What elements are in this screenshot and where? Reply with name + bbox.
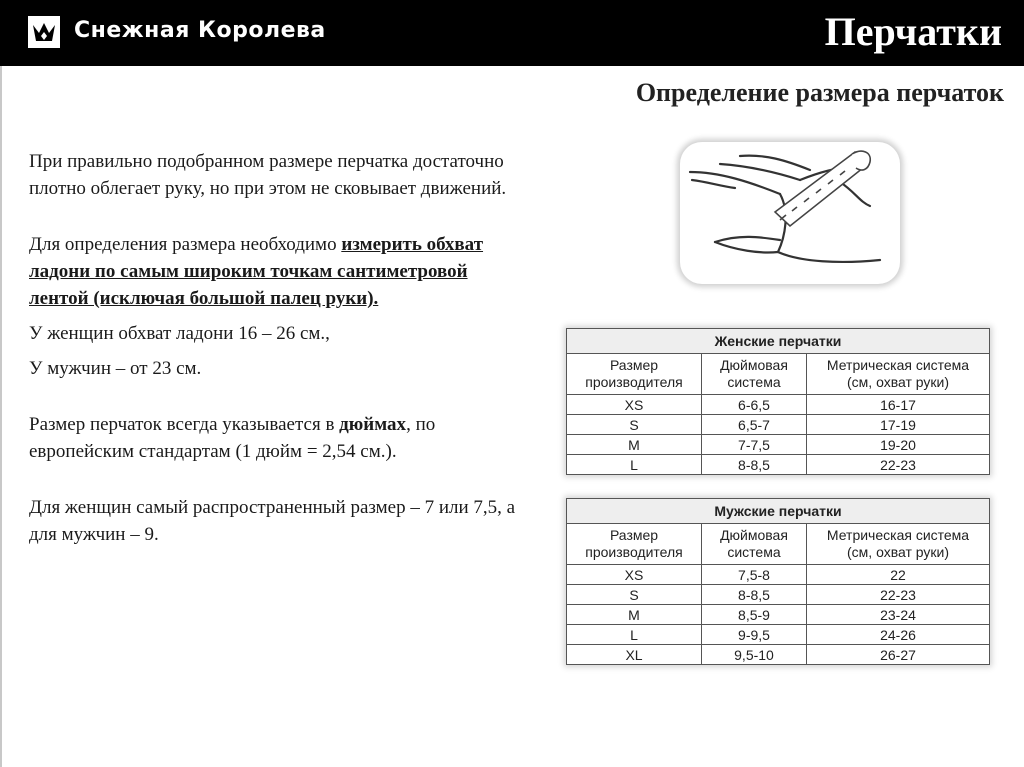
header-inch-line1: Дюймовая bbox=[720, 357, 788, 373]
metric-cell: 22-23 bbox=[807, 585, 990, 605]
size-cell: M bbox=[567, 605, 702, 625]
metric-cell: 19-20 bbox=[807, 435, 990, 455]
paragraph-inches bbox=[29, 411, 529, 465]
inches-intro: Размер перчаток всегда указывается в bbox=[29, 414, 340, 435]
size-cell: XL bbox=[567, 645, 702, 665]
instructions-text bbox=[29, 148, 529, 548]
header-metric-line1: Метрическая система bbox=[826, 357, 970, 373]
inch-cell: 6,5-7 bbox=[702, 415, 807, 435]
women-size-table bbox=[566, 328, 990, 475]
crown-logo-icon bbox=[28, 16, 60, 48]
metric-cell: 22 bbox=[807, 565, 990, 585]
header-metric-system bbox=[807, 354, 990, 395]
inch-cell: 7,5-8 bbox=[702, 565, 807, 585]
paragraph-fit: При правильно подобранном размере перчатка достаточно плотно облегает руку, но при этом не сковывает движений. bbox=[29, 151, 507, 199]
inches-bold: дюймах bbox=[339, 414, 407, 435]
header-manufacturer-size bbox=[567, 524, 702, 565]
size-cell: S bbox=[567, 415, 702, 435]
header-bar bbox=[0, 0, 1024, 66]
header-manufacturer-line2: производителя bbox=[585, 544, 683, 560]
men-table-caption: Мужские перчатки bbox=[567, 499, 990, 524]
size-cell: XS bbox=[567, 395, 702, 415]
inches-end: , по европейским стандартам (1 дюйм = 2,54 см.). bbox=[29, 414, 436, 462]
table-row bbox=[567, 415, 990, 435]
header-inch-line1: Дюймовая bbox=[720, 527, 788, 543]
women-table-caption: Женские перчатки bbox=[567, 329, 990, 354]
metric-cell: 17-19 bbox=[807, 415, 990, 435]
inch-cell: 9-9,5 bbox=[702, 625, 807, 645]
hand-measuring-tape-icon bbox=[680, 142, 900, 284]
header-metric-line2: (см, охват руки) bbox=[847, 544, 949, 560]
header-manufacturer-line1: Размер bbox=[609, 527, 659, 543]
header-metric-line1: Метрическая система bbox=[826, 527, 970, 543]
inch-cell: 7-7,5 bbox=[702, 435, 807, 455]
table-row bbox=[567, 455, 990, 475]
size-cell: S bbox=[567, 585, 702, 605]
inch-cell: 9,5-10 bbox=[702, 645, 807, 665]
men-size-table bbox=[566, 498, 990, 665]
size-cell: L bbox=[567, 625, 702, 645]
metric-cell: 24-26 bbox=[807, 625, 990, 645]
header-inch-line2: система bbox=[727, 374, 781, 390]
header-inch-system bbox=[702, 524, 807, 565]
table-row bbox=[567, 435, 990, 455]
inch-cell: 8-8,5 bbox=[702, 455, 807, 475]
metric-cell: 23-24 bbox=[807, 605, 990, 625]
header-inch-system bbox=[702, 354, 807, 395]
page-title: Перчатки bbox=[824, 9, 1002, 54]
paragraph-women-girth: У женщин обхват ладони 16 – 26 см., bbox=[29, 323, 330, 344]
table-row bbox=[567, 605, 990, 625]
left-divider bbox=[0, 66, 2, 767]
metric-cell: 22-23 bbox=[807, 455, 990, 475]
table-row bbox=[567, 645, 990, 665]
paragraph-men-girth: У мужчин – от 23 см. bbox=[29, 358, 202, 379]
header-manufacturer-line1: Размер bbox=[609, 357, 659, 373]
header-manufacturer-line2: производителя bbox=[585, 374, 683, 390]
table-row bbox=[567, 625, 990, 645]
table-row bbox=[567, 585, 990, 605]
metric-cell: 26-27 bbox=[807, 645, 990, 665]
size-cell: XS bbox=[567, 565, 702, 585]
paragraph-common-size: Для женщин самый распространенный размер – 7 или 7,5, а для мужчин – 9. bbox=[29, 497, 516, 545]
table-row bbox=[567, 565, 990, 585]
size-cell: M bbox=[567, 435, 702, 455]
inch-cell: 8-8,5 bbox=[702, 585, 807, 605]
header-inch-line2: система bbox=[727, 544, 781, 560]
header-metric-system bbox=[807, 524, 990, 565]
measure-intro: Для определения размера необходимо bbox=[29, 234, 342, 255]
metric-cell: 16-17 bbox=[807, 395, 990, 415]
section-subtitle: Определение размера перчаток bbox=[635, 78, 1004, 107]
table-row bbox=[567, 395, 990, 415]
inch-cell: 6-6,5 bbox=[702, 395, 807, 415]
size-cell: L bbox=[567, 455, 702, 475]
header-manufacturer-size bbox=[567, 354, 702, 395]
measure-emphasis: измерить обхват ладони по самым широким точкам сантиметровой лентой (исключая большой палец руки). bbox=[29, 234, 484, 309]
inch-cell: 8,5-9 bbox=[702, 605, 807, 625]
brand-name: Снежная Королева bbox=[74, 18, 326, 43]
paragraph-measure bbox=[29, 231, 529, 312]
header-metric-line2: (см, охват руки) bbox=[847, 374, 949, 390]
hand-measure-illustration bbox=[680, 142, 900, 284]
